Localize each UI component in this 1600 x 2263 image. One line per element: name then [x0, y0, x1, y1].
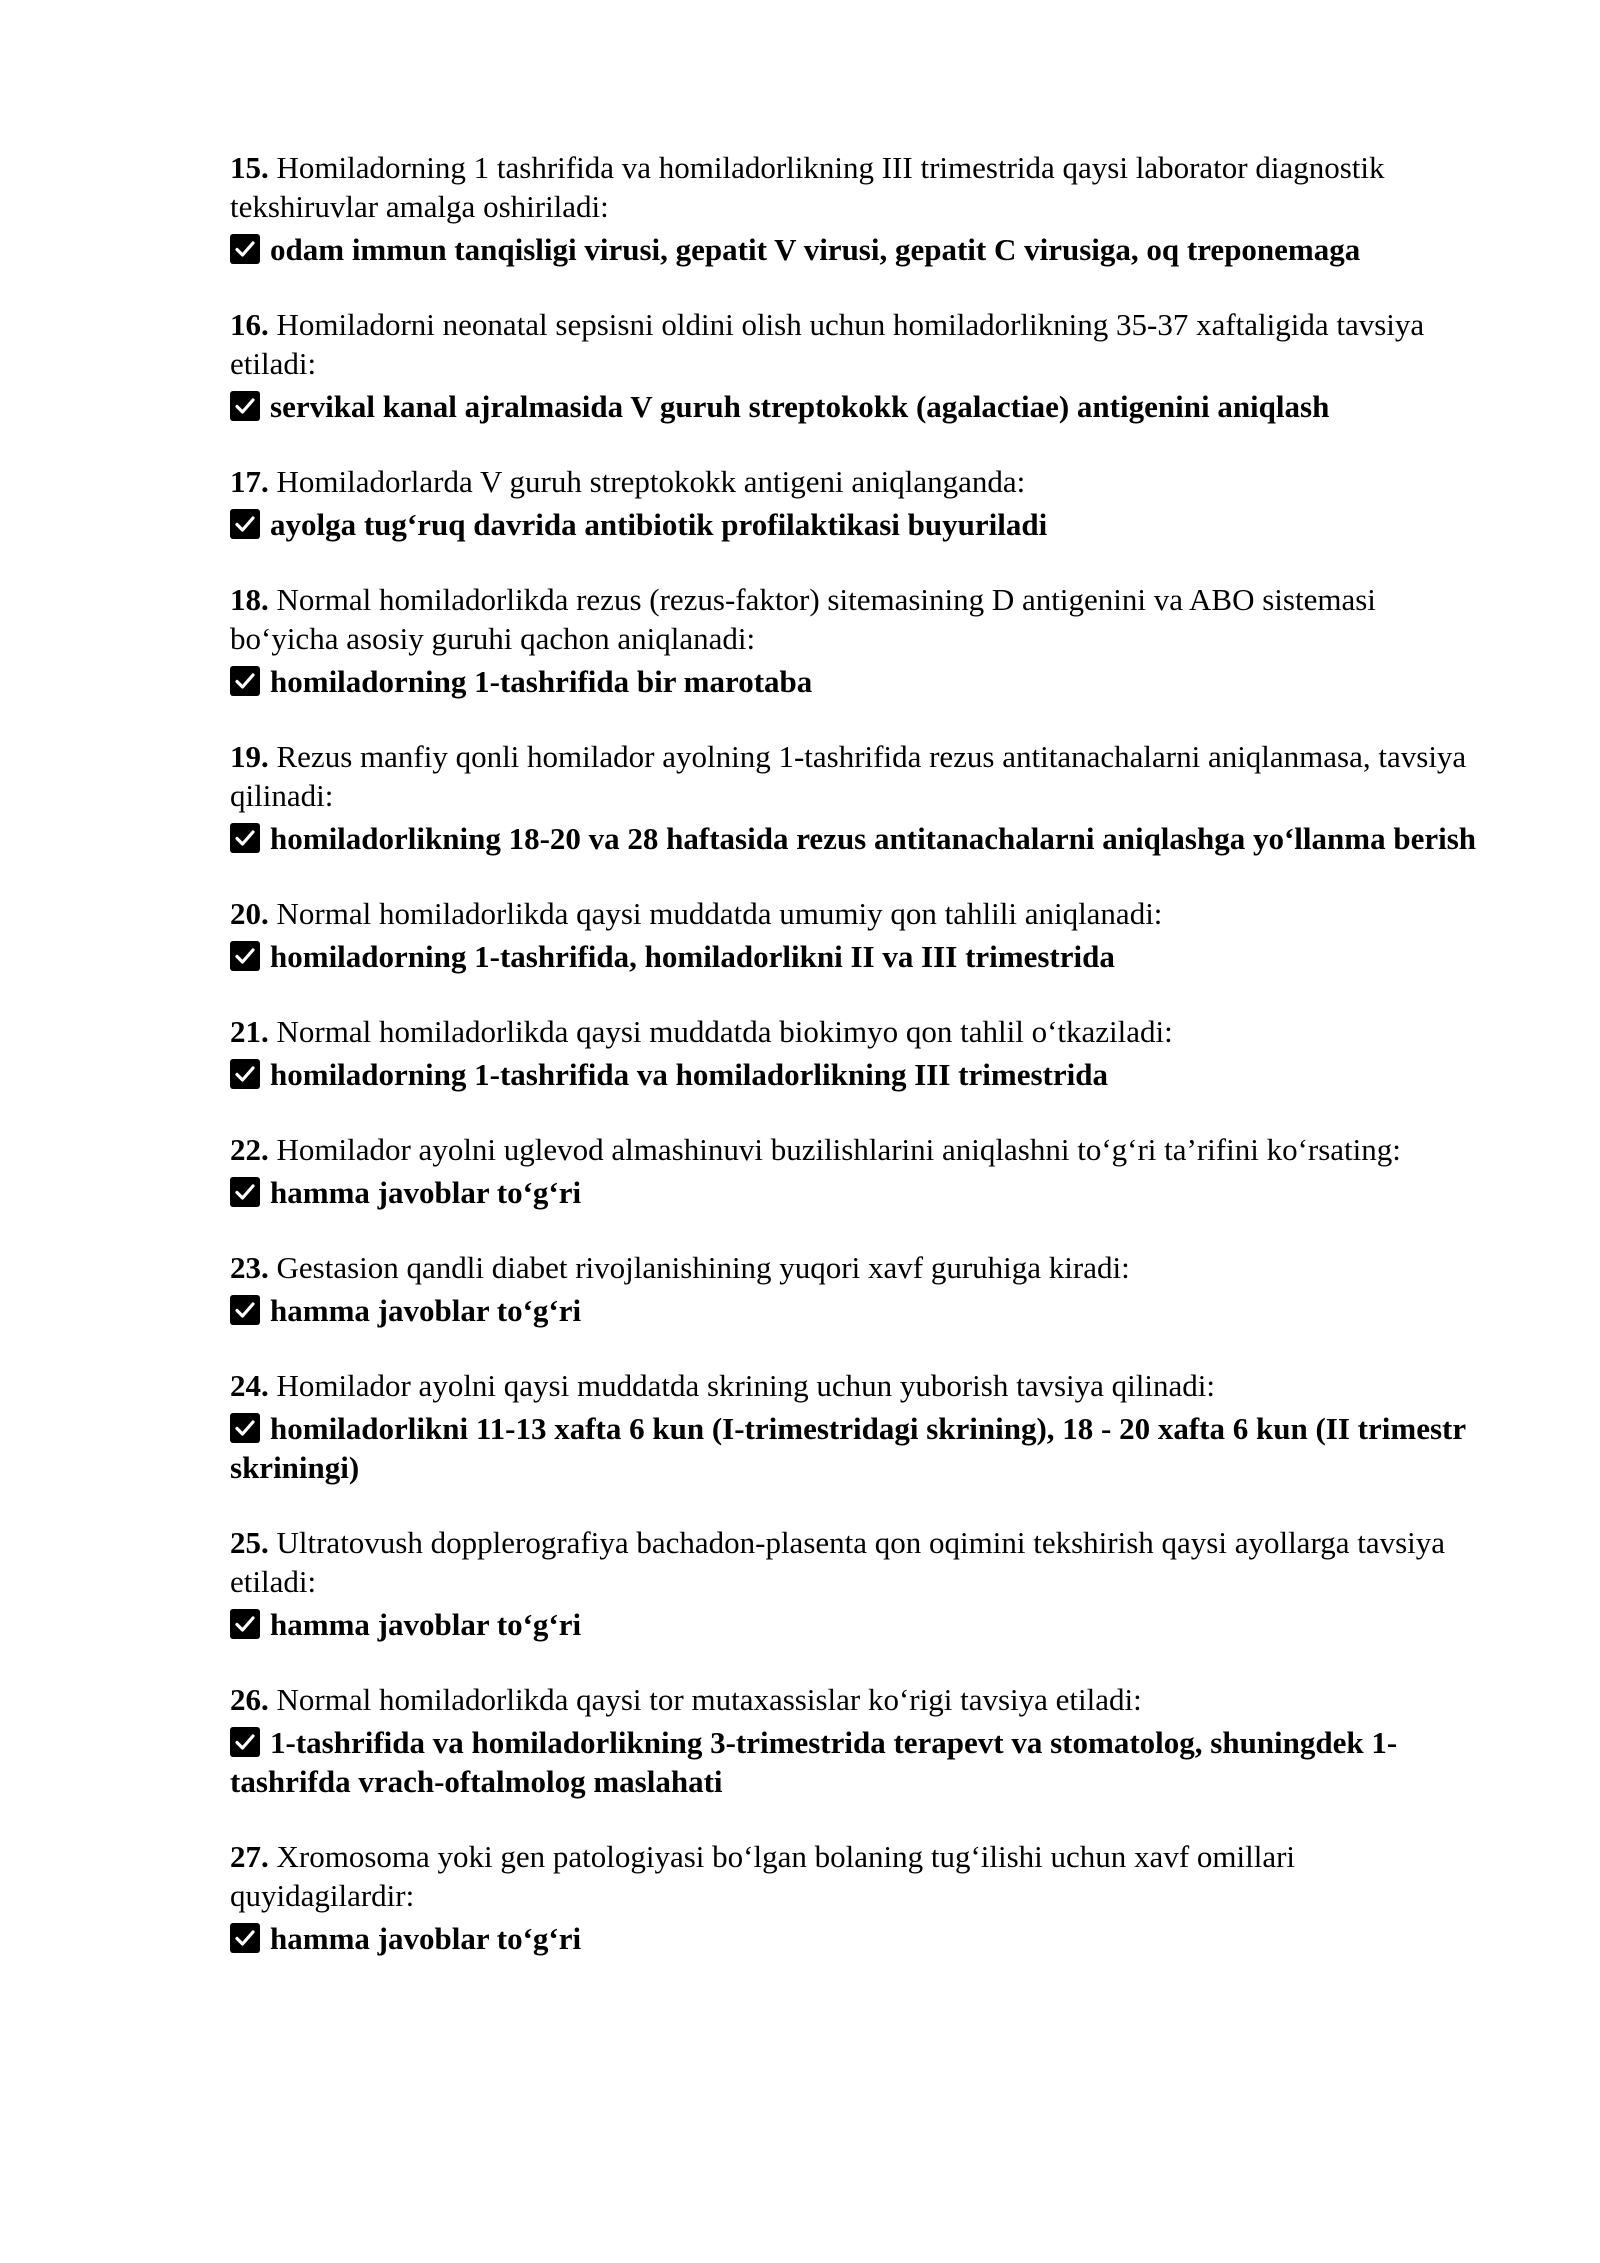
question-number: 22.: [230, 1132, 269, 1167]
question-text: [230, 894, 1480, 933]
correct-answer: [230, 1409, 1480, 1487]
question-body: Homilador ayolni uglevod almashinuvi buzilishlarini aniqlashni to‘g‘ri ta’rifini ko‘rsating:: [276, 1132, 1401, 1167]
question-body: Ultratovush dopplerografiya bachadon-plasenta qon oqimini tekshirish qaysi ayollarga tavsiya etiladi:: [230, 1525, 1446, 1599]
question-text: [230, 1523, 1480, 1601]
question-text: [230, 1012, 1480, 1051]
question-body: Normal homiladorlikda rezus (rezus-faktor) sitemasining D antigenini va ABO sistemasi bo‘yicha asosiy guruhi qachon aniqlanadi:: [230, 582, 1376, 656]
question-block: [230, 148, 1480, 269]
question-list: [230, 148, 1480, 1994]
checkbox-checked-icon: [230, 1059, 260, 1089]
answer-text: homiladorning 1-tashrifida, homiladorlikni II va III trimestrida: [270, 939, 1115, 974]
question-number: 26.: [230, 1682, 269, 1717]
question-body: Normal homiladorlikda qaysi muddatda umumiy qon tahlili aniqlanadi:: [276, 896, 1163, 931]
answer-text: odam immun tanqisligi virusi, gepatit V virusi, gepatit C virusiga, oq treponemaga: [270, 232, 1361, 267]
question-body: Homiladorning 1 tashrifida va homiladorlikning III trimestrida qaysi laborator diagnostik tekshiruvlar amalga oshiriladi:: [230, 150, 1385, 224]
answer-text: homiladorning 1-tashrifida bir marotaba: [270, 664, 813, 699]
question-text: [230, 1130, 1480, 1169]
correct-answer: [230, 1055, 1480, 1094]
answer-text: ayolga tug‘ruq davrida antibiotik profilaktikasi buyuriladi: [270, 507, 1048, 542]
correct-answer: [230, 230, 1480, 269]
question-body: Gestasion qandli diabet rivojlanishining yuqori xavf guruhiga kiradi:: [276, 1250, 1130, 1285]
checkbox-checked-icon: [230, 1295, 260, 1325]
question-number: 16.: [230, 307, 269, 342]
answer-text: hamma javoblar to‘g‘ri: [270, 1607, 582, 1642]
answer-text: servikal kanal ajralmasida V guruh streptokokk (agalactiae) antigenini aniqlash: [270, 389, 1330, 424]
question-number: 17.: [230, 464, 269, 499]
question-block: [230, 1523, 1480, 1644]
correct-answer: [230, 1723, 1480, 1801]
question-block: [230, 737, 1480, 858]
question-text: [230, 1680, 1480, 1719]
correct-answer: [230, 662, 1480, 701]
question-body: Homilador ayolni qaysi muddatda skrining uchun yuborish tavsiya qilinadi:: [276, 1368, 1215, 1403]
checkbox-checked-icon: [230, 1727, 260, 1757]
question-text: [230, 1366, 1480, 1405]
question-text: [230, 1837, 1480, 1915]
question-block: [230, 894, 1480, 976]
answer-text: homiladorning 1-tashrifida va homiladorlikning III trimestrida: [270, 1057, 1108, 1092]
correct-answer: [230, 819, 1480, 858]
question-number: 15.: [230, 150, 269, 185]
checkbox-checked-icon: [230, 1923, 260, 1953]
answer-text: hamma javoblar to‘g‘ri: [270, 1175, 582, 1210]
checkbox-checked-icon: [230, 391, 260, 421]
correct-answer: [230, 1173, 1480, 1212]
question-text: [230, 580, 1480, 658]
question-body: Normal homiladorlikda qaysi tor mutaxassislar ko‘rigi tavsiya etiladi:: [276, 1682, 1142, 1717]
question-block: [230, 305, 1480, 426]
correct-answer: [230, 505, 1480, 544]
question-block: [230, 580, 1480, 701]
checkbox-checked-icon: [230, 1413, 260, 1443]
correct-answer: [230, 937, 1480, 976]
question-text: [230, 1248, 1480, 1287]
question-body: Homiladorni neonatal sepsisni oldini olish uchun homiladorlikning 35-37 xaftaligida tavsiya etiladi:: [230, 307, 1425, 381]
question-block: [230, 1680, 1480, 1801]
checkbox-checked-icon: [230, 509, 260, 539]
question-number: 25.: [230, 1525, 269, 1560]
question-number: 18.: [230, 582, 269, 617]
answer-text: homiladorlikni 11-13 xafta 6 kun (I-trimestridagi skrining), 18 - 20 xafta 6 kun (II trimestr skriningi): [230, 1411, 1466, 1485]
checkbox-checked-icon: [230, 1177, 260, 1207]
question-text: [230, 305, 1480, 383]
question-body: Normal homiladorlikda qaysi muddatda biokimyo qon tahlil o‘tkaziladi:: [276, 1014, 1173, 1049]
question-block: [230, 462, 1480, 544]
checkbox-checked-icon: [230, 234, 260, 264]
question-block: [230, 1366, 1480, 1487]
question-body: Xromosoma yoki gen patologiyasi bo‘lgan bolaning tug‘ilishi uchun xavf omillari quyidagilardir:: [230, 1839, 1296, 1913]
checkbox-checked-icon: [230, 823, 260, 853]
question-number: 27.: [230, 1839, 269, 1874]
question-text: [230, 737, 1480, 815]
checkbox-checked-icon: [230, 666, 260, 696]
checkbox-checked-icon: [230, 1609, 260, 1639]
question-number: 23.: [230, 1250, 269, 1285]
question-body: Rezus manfiy qonli homilador ayolning 1-tashrifida rezus antitanachalarni aniqlanmasa, tavsiya qilinadi:: [230, 739, 1467, 813]
question-body: Homiladorlarda V guruh streptokokk antigeni aniqlanganda:: [276, 464, 1026, 499]
question-block: [230, 1130, 1480, 1212]
question-number: 20.: [230, 896, 269, 931]
answer-text: hamma javoblar to‘g‘ri: [270, 1293, 582, 1328]
answer-text: hamma javoblar to‘g‘ri: [270, 1921, 582, 1956]
question-text: [230, 462, 1480, 501]
question-text: [230, 148, 1480, 226]
question-number: 19.: [230, 739, 269, 774]
question-block: [230, 1837, 1480, 1958]
question-block: [230, 1012, 1480, 1094]
question-number: 21.: [230, 1014, 269, 1049]
correct-answer: [230, 1919, 1480, 1958]
question-number: 24.: [230, 1368, 269, 1403]
question-block: [230, 1248, 1480, 1330]
answer-text: homiladorlikning 18-20 va 28 haftasida rezus antitanachalarni aniqlashga yo‘llanma berish: [270, 821, 1477, 856]
correct-answer: [230, 1291, 1480, 1330]
correct-answer: [230, 1605, 1480, 1644]
checkbox-checked-icon: [230, 941, 260, 971]
correct-answer: [230, 387, 1480, 426]
answer-text: 1-tashrifida va homiladorlikning 3-trimestrida terapevt va stomatolog, shuningdek 1-tashrifda vrach-oftalmolog maslahati: [230, 1725, 1398, 1799]
